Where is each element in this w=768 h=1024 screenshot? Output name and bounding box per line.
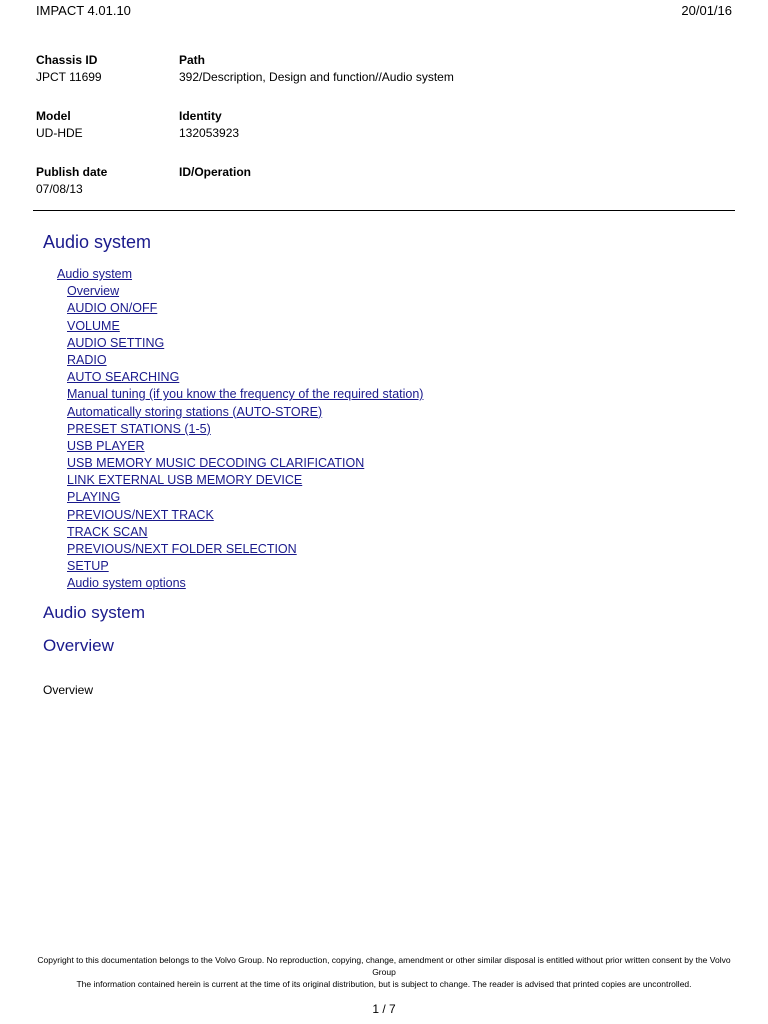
toc-link[interactable]: AUDIO SETTING <box>67 335 165 350</box>
toc-link[interactable]: PREVIOUS/NEXT FOLDER SELECTION <box>67 542 297 556</box>
toc-link[interactable]: AUTO SEARCHING <box>67 370 180 385</box>
toc-link[interactable]: RADIO <box>67 352 107 367</box>
model-label: Model <box>36 109 71 123</box>
chassis-id-label: Chassis ID <box>36 53 98 67</box>
page-title: Audio system <box>43 232 152 252</box>
toc-link[interactable]: LINK EXTERNAL USB MEMORY DEVICE <box>67 473 303 488</box>
document-metadata <box>36 53 736 221</box>
toc-link[interactable]: USB MEMORY MUSIC DECODING CLARIFICATION <box>67 456 365 471</box>
app-version: IMPACT 4.01.10 <box>36 3 131 18</box>
toc-link[interactable]: Overview <box>67 284 120 299</box>
toc-link[interactable]: SETUP <box>67 559 109 574</box>
publish-date-label: Publish date <box>36 165 108 179</box>
toc-link[interactable]: PRESET STATIONS (1-5) <box>67 421 211 436</box>
table-of-contents <box>57 266 423 593</box>
page-number: 1 / 7 <box>372 1002 396 1016</box>
path-value: 392/Description, Design and function//Audio system <box>179 70 454 84</box>
header-divider <box>33 210 735 211</box>
publish-date-value: 07/08/13 <box>36 182 83 196</box>
meta-row-3 <box>36 165 736 221</box>
section-title: Audio system <box>43 603 146 622</box>
toc-link[interactable]: Manual tuning (if you know the frequency of the required station) <box>67 387 424 402</box>
toc-link[interactable]: Automatically storing stations (AUTO-STORE) <box>67 404 323 419</box>
meta-row-2 <box>36 109 736 165</box>
identity-value: 132053923 <box>179 126 240 140</box>
copyright-footer <box>30 954 738 990</box>
toc-link-root[interactable]: Audio system <box>57 267 133 281</box>
toc-link[interactable]: AUDIO ON/OFF <box>67 301 158 316</box>
meta-row-1 <box>36 53 736 109</box>
path-label: Path <box>179 53 206 67</box>
chassis-id-value: JPCT 11699 <box>36 70 102 84</box>
copyright-notice: Copyright to this documentation belongs to the Volvo Group. No reproduction, copying, change, amendment or other similar disposal is entitled without prior written consent by the Volvo Group <box>37 955 731 977</box>
subsection-title: Overview <box>43 636 114 655</box>
toc-link[interactable]: Audio system options <box>67 576 186 591</box>
id-operation-label: ID/Operation <box>179 165 252 179</box>
toc-link[interactable]: PLAYING <box>67 490 121 505</box>
model-value: UD-HDE <box>36 126 83 140</box>
body-text: Overview <box>43 683 94 697</box>
toc-link[interactable]: TRACK SCAN <box>67 524 148 539</box>
toc-link[interactable]: USB PLAYER <box>67 438 145 453</box>
identity-label: Identity <box>179 109 222 123</box>
toc-link[interactable]: PREVIOUS/NEXT TRACK <box>67 507 214 522</box>
print-date: 20/01/16 <box>681 3 732 18</box>
toc-link[interactable]: VOLUME <box>67 318 120 333</box>
distribution-notice: The information contained herein is current at the time of its original distribution, but is subject to change. The reader is advised that printed copies are uncontrolled. <box>76 979 692 989</box>
